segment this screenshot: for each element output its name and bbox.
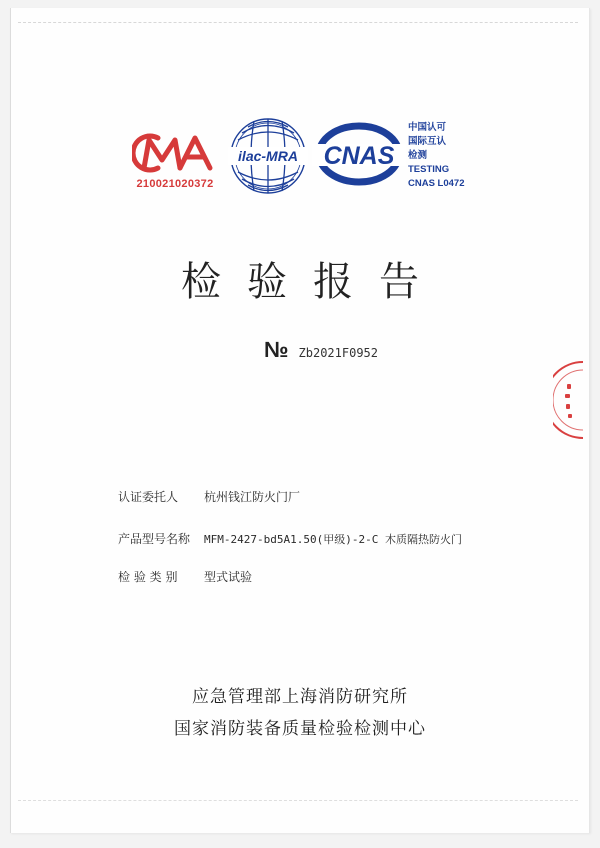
seal-stamp-icon	[553, 360, 583, 440]
cnas-logo-icon	[312, 122, 406, 186]
issuer-line-1: 应急管理部上海消防研究所	[192, 687, 408, 707]
accreditation-logos	[0, 0, 600, 200]
cnas-text-line: 中国认可	[408, 122, 447, 133]
cnas-text-line: 检测	[408, 150, 428, 161]
cnas-text-line: 国际互认	[408, 136, 447, 147]
client-value: 杭州钱江防火门厂	[204, 490, 301, 504]
svg-text:ilac-MRA: ilac-MRA	[238, 148, 298, 164]
cnas-accreditation-text	[408, 121, 465, 191]
number-sign: №	[264, 337, 289, 362]
client-label: 认证委托人	[118, 490, 179, 504]
cma-logo-icon	[132, 130, 218, 176]
info-row-client	[118, 488, 300, 505]
test-type-label: 检 验 类 别	[118, 570, 178, 584]
report-number-value: Zb2021F0952	[298, 346, 379, 360]
report-title: 检验报告	[181, 259, 445, 305]
issuer-line-2: 国家消防装备质量检验检测中心	[174, 719, 426, 739]
product-value: MFM-2427-bd5A1.50(甲级)-2-C 木质隔热防火门	[204, 533, 462, 546]
cma-certificate-number: 210021020372	[136, 178, 214, 190]
bottom-border-line	[18, 800, 578, 801]
info-row-product	[118, 530, 462, 547]
cnas-text-line: TESTING	[408, 164, 450, 175]
report-number	[264, 337, 378, 361]
product-label: 产品型号名称	[118, 532, 191, 546]
info-row-test-type	[118, 568, 252, 585]
cnas-text-line: CNAS L0472	[408, 178, 465, 189]
test-type-value: 型式试验	[204, 570, 253, 584]
svg-text:CNAS: CNAS	[323, 142, 395, 170]
ilac-mra-logo-icon	[224, 116, 312, 196]
